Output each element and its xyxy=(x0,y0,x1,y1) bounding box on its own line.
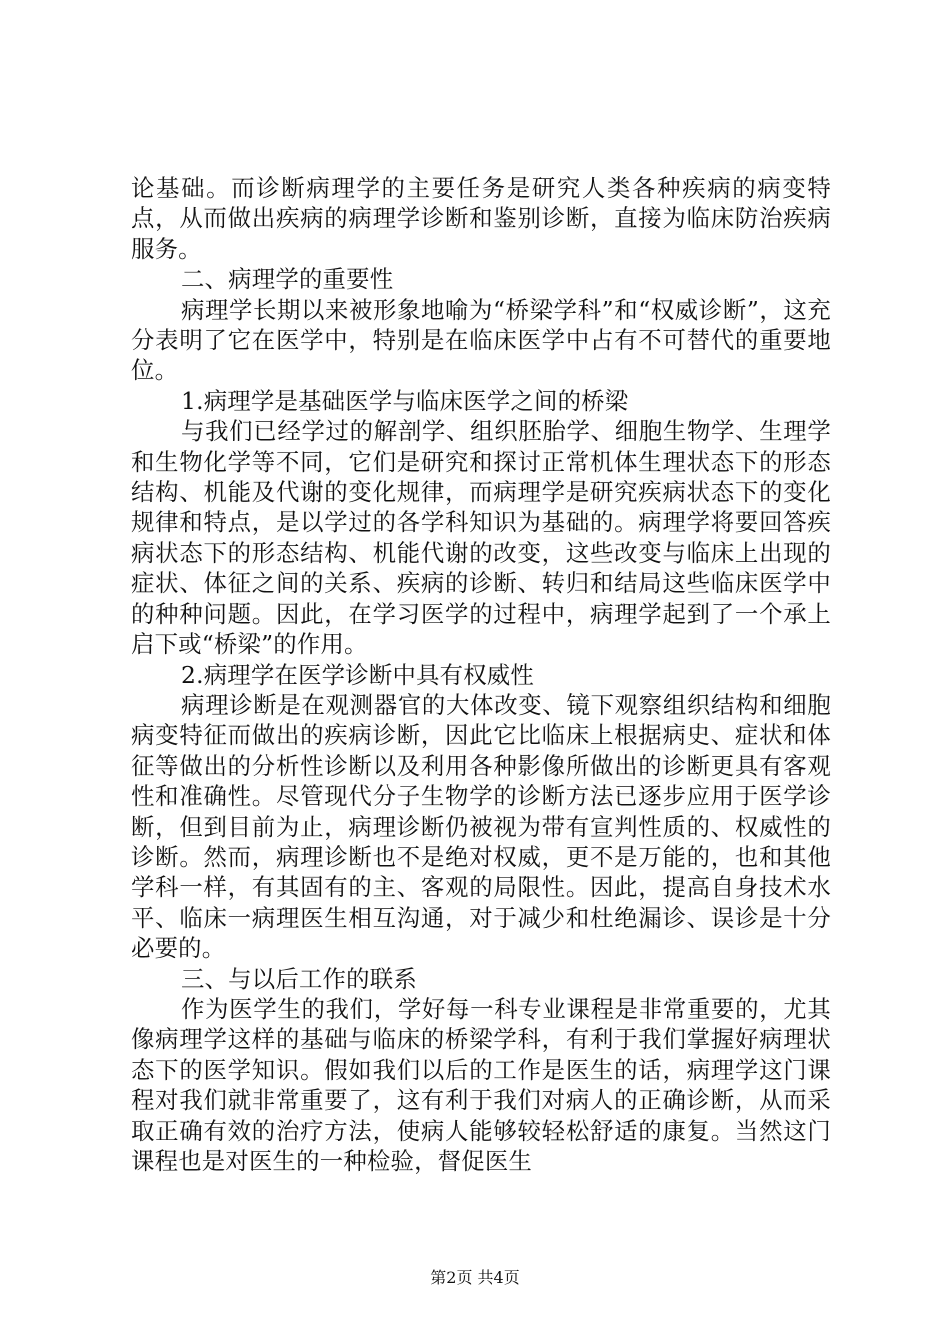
subheading-bridge: 1.病理学是基础医学与临床医学之间的桥梁 xyxy=(181,386,629,415)
paragraph-work: 作为医学生的我们，学好每一科专业课程是非常重要的，尤其像病理学这样的基础与临床的桥梁学科，有利于我们掌握好病理状态下的医学知识。假如我们以后的工作是医生的话，病理学这门课程对我们就非常重要了，这有利于我们对病人的正确诊断，从而采取正确有效的治疗方法，使病人能够较轻松舒适的康复。当然这门课程也是对医生的一种检验，督促医生 xyxy=(131,994,831,1175)
document-body xyxy=(131,173,831,1176)
paragraph-importance: 病理学长期以来被形象地喻为“桥梁学科”和“权威诊断”，这充分表明了它在医学中，特别是在临床医学中占有不可替代的重要地位。 xyxy=(131,295,831,385)
paragraph-bridge: 与我们已经学过的解剖学、组织胚胎学、细胞生物学、生理学和生物化学等不同，它们是研究和探讨正常机体生理状态下的形态结构、机能及代谢的变化规律，而病理学是研究疾病状态下的变化规律和特点，是以学过的各学科知识为基础的。病理学将要回答疾病状态下的形态结构、机能代谢的改变，这些改变与临床上出现的症状、体征之间的关系、疾病的诊断、转归和结局这些临床医学中的种种问题。因此，在学习医学的过程中，病理学起到了一个承上启下或“桥梁”的作用。 xyxy=(131,417,831,659)
paragraph-intro: 论基础。而诊断病理学的主要任务是研究人类各种疾病的病变特点，从而做出疾病的病理学诊断和鉴别诊断，直接为临床防治疾病服务。 xyxy=(131,174,831,263)
subheading-authority: 2.病理学在医学诊断中具有权威性 xyxy=(181,660,534,689)
paragraph-authority: 病理诊断是在观测器官的大体改变、镜下观察组织结构和细胞病变特征而做出的疾病诊断，因此它比临床上根据病史、症状和体征等做出的分析性诊断以及利用各种影像所做出的诊断更具有客观性和准确性。尽管现代分子生物学的诊断方法已逐步应用于医学诊断，但到目前为止，病理诊断仍被视为带有宣判性质的、权威性的诊断。然而，病理诊断也不是绝对权威，更不是万能的，也和其他学科一样，有其固有的主、客观的局限性。因此，提高自身技术水平、临床一病理医生相互沟通，对于减少和杜绝漏诊、误诊是十分必要的。 xyxy=(131,690,831,963)
section-heading-work: 三、与以后工作的联系 xyxy=(181,964,417,993)
page-number-footer: 第2页 共4页 xyxy=(430,1268,520,1287)
section-heading-importance: 二、病理学的重要性 xyxy=(181,265,394,294)
